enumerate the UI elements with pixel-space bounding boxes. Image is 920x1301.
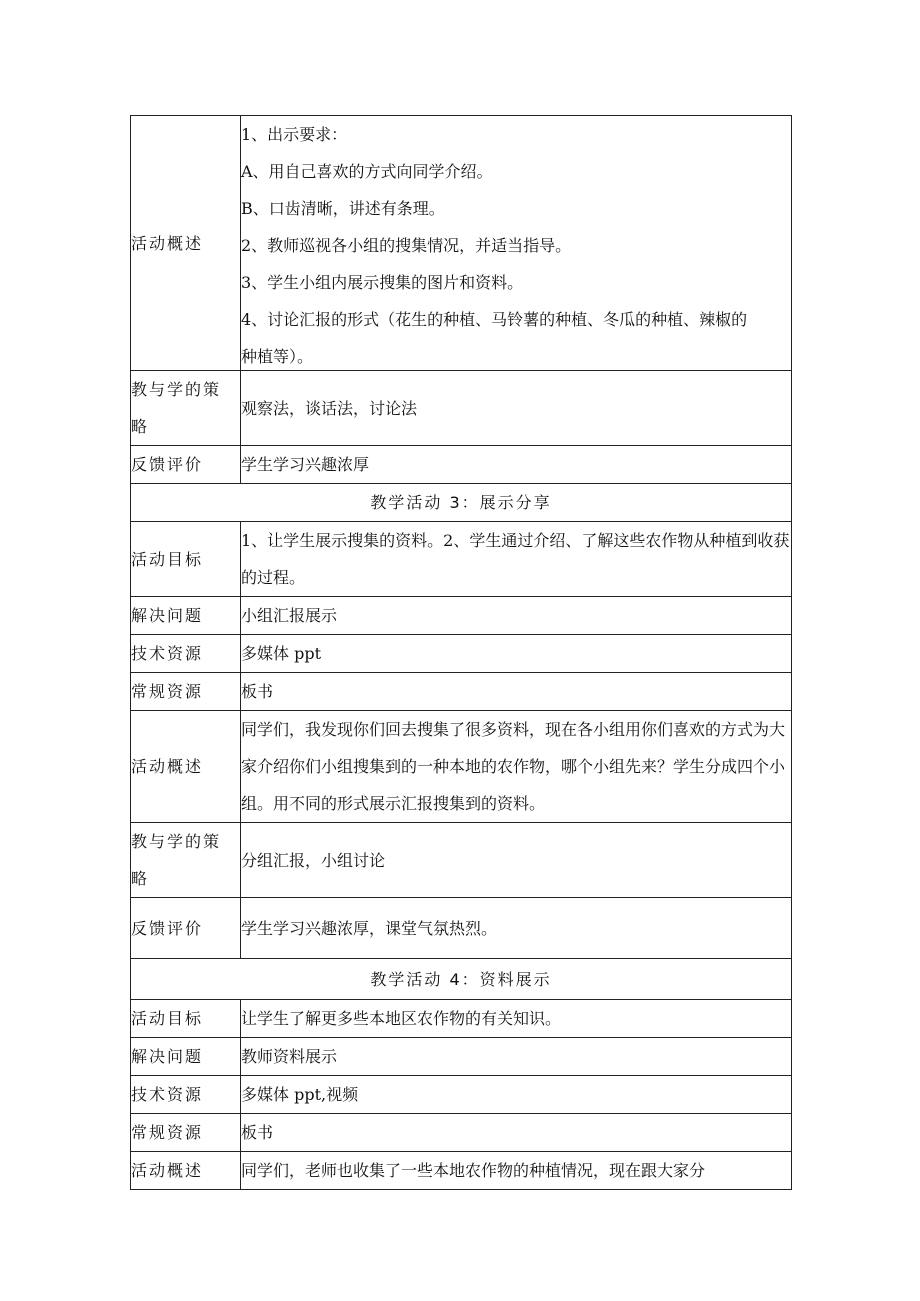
activity4-problem-content: 教师资料展示: [241, 1038, 792, 1076]
activity3-goal-content: [241, 522, 792, 597]
overview-row: [131, 116, 792, 371]
activity4-goal-row: [131, 1000, 792, 1038]
activity3-strategy-content: 分组汇报，小组讨论: [241, 823, 792, 898]
activity4-overview-row: [131, 1152, 792, 1190]
overview-line-6: 4、讨论汇报的形式（花生的种植、马铃薯的种植、冬瓜的种植、辣椒的: [241, 310, 748, 329]
strategy-content: 观察法，谈话法，讨论法: [241, 371, 792, 446]
overview-label: 活动概述: [131, 116, 241, 371]
overview-line-3: B、口齿清晰，讲述有条理。: [241, 199, 445, 218]
overview-line-4: 2、教师巡视各小组的搜集情况，并适当指导。: [241, 236, 572, 255]
activity4-goal-label: 活动目标: [131, 1000, 241, 1038]
feedback-row: [131, 446, 792, 484]
activity3-strategy-label-line-1: 教与学的策: [131, 832, 222, 851]
activity3-tech-content: 多媒体 ppt: [241, 635, 792, 673]
activity3-feedback-label: 反馈评价: [131, 898, 241, 959]
activity3-strategy-row: [131, 823, 792, 898]
overview-content: [241, 116, 792, 371]
activity4-problem-label: 解决问题: [131, 1038, 241, 1076]
activity3-tech-row: [131, 635, 792, 673]
activity3-goal-label: 活动目标: [131, 522, 241, 597]
activity4-tech-content: 多媒体 ppt,视频: [241, 1076, 792, 1114]
activity3-strategy-label: [131, 823, 241, 898]
activity4-regular-content: 板书: [241, 1114, 792, 1152]
activity3-overview-text: 同学们，我发现你们回去搜集了很多资料，现在各小组用你们喜欢的方式为大家介绍你们小组搜集到的一种本地的农作物，哪个小组先来？学生分成四个小组。用不同的形式展示汇报搜集到的资料。: [241, 720, 786, 813]
activity3-goal-text: 1、让学生展示搜集的资料。2、学生通过介绍、了解这些农作物从种植到收获的过程。: [241, 531, 790, 587]
activity3-problem-content: 小组汇报展示: [241, 597, 792, 635]
overview-text-clip: [241, 116, 791, 369]
activity3-feedback-content: 学生学习兴趣浓厚，课堂气氛热烈。: [241, 898, 792, 959]
activity3-strategy-label-line-2: 略: [131, 869, 150, 888]
activity4-regular-label: 常规资源: [131, 1114, 241, 1152]
activity3-problem-row: [131, 597, 792, 635]
activity4-title: 教学活动 4：资料展示: [131, 959, 792, 1000]
activity3-feedback-row: [131, 898, 792, 959]
activity3-regular-label: 常规资源: [131, 673, 241, 711]
feedback-content: 学生学习兴趣浓厚: [241, 446, 792, 484]
activity3-overview-row: [131, 711, 792, 823]
overview-line-7: 种植等）。: [241, 347, 314, 366]
activity4-regular-row: [131, 1114, 792, 1152]
activity4-goal-content: 让学生了解更多些本地区农作物的有关知识。: [241, 1000, 792, 1038]
activity4-tech-row: [131, 1076, 792, 1114]
activity3-title: 教学活动 3：展示分享: [131, 484, 792, 522]
overview-line-5: 3、学生小组内展示搜集的图片和资料。: [241, 273, 524, 292]
strategy-label-line-2: 略: [131, 417, 150, 436]
activity3-tech-label: 技术资源: [131, 635, 241, 673]
activity3-goal-row: [131, 522, 792, 597]
activity4-header-row: [131, 959, 792, 1000]
lesson-plan-table: [130, 115, 792, 1190]
activity3-overview-content: [241, 711, 792, 823]
activity4-problem-row: [131, 1038, 792, 1076]
activity3-problem-label: 解决问题: [131, 597, 241, 635]
strategy-row: [131, 371, 792, 446]
activity4-overview-content: 同学们，老师也收集了一些本地农作物的种植情况，现在跟大家分: [241, 1152, 792, 1190]
strategy-label: [131, 371, 241, 446]
activity3-regular-content: 板书: [241, 673, 792, 711]
overview-line-2: A、用自己喜欢的方式向同学介绍。: [241, 162, 493, 181]
activity4-tech-label: 技术资源: [131, 1076, 241, 1114]
overview-line-1: 1、出示要求：: [241, 125, 348, 144]
activity4-overview-label: 活动概述: [131, 1152, 241, 1190]
activity3-header-row: [131, 484, 792, 522]
strategy-label-line-1: 教与学的策: [131, 380, 222, 399]
feedback-label: 反馈评价: [131, 446, 241, 484]
activity3-overview-label: 活动概述: [131, 711, 241, 823]
activity3-regular-row: [131, 673, 792, 711]
